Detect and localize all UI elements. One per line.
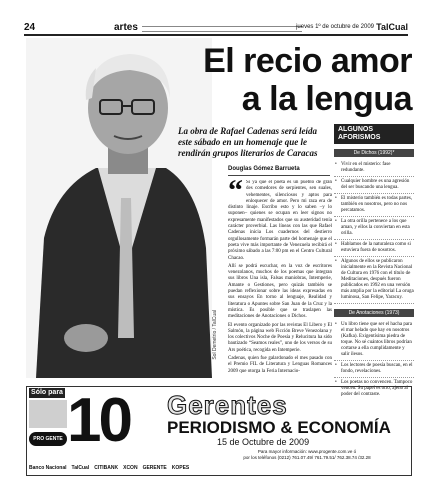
ad-date: 15 de Octubre de 2009 xyxy=(217,437,310,447)
list-item: • Un libro tiene que ser el hacha para el mar helado que hay en nosotros (Kafka). Exigentísima piedra de toque. No sé cuántos libros podrían cortarse a ella cumplidamente y salir ilesos. xyxy=(334,320,414,361)
list-item: • Cualquier hombre es una agresión del ser buscando una lengua. xyxy=(334,177,414,194)
aphorism-list xyxy=(334,157,414,304)
body-paragraph: Si ya que el poeta es un pueblo de gran des comedores de serpientes, sen suales, vehementes, silenciosos y aptos para enloquecer de amor. Pero mi raza era de distinto linaje. Escribo esto y lo saben –y lo suponen– quienes se ocupan en leer signos no expresamente manifestados que su austeridad tenía carácter proverbial. Las líneas con las que Rafael Cadenas inicia Los cuadernos del destierro orgullosamente formarán parte del homenaje que el poeta vive más importante de Venezuela recibirá el próximo sábado a las 7:00 pm en el Centro Cultural Chacao. xyxy=(228,180,332,261)
event-advertisement xyxy=(26,386,412,476)
opening-quote-mark: “ xyxy=(228,180,243,207)
ad-contact-info xyxy=(207,449,407,460)
sponsor-logo: Banco Nacional xyxy=(29,465,67,471)
photo-credit: Sol Demetrio / TalCual xyxy=(212,310,218,360)
body-paragraph: Cadenas, quien fue galardonado el mes pasado con el Premio FIL de Literatura y Lenguas Romances 2009 que otorga la Feria Internacio- xyxy=(228,356,332,374)
sponsor-logo: TalCual xyxy=(71,465,90,471)
publication-logo: TalCual xyxy=(376,22,408,32)
sidebar-subheading: De Dichos (1992)* xyxy=(334,149,414,157)
ad-photo xyxy=(29,400,67,428)
section-rule xyxy=(142,26,302,32)
title-line-1: El recio amor xyxy=(203,42,412,80)
sidebar-subheading: De Anotaciones (1973) xyxy=(334,309,414,317)
article-title xyxy=(150,42,412,118)
article-body xyxy=(228,180,332,398)
list-item: • Hablamos de la naturaleza como si estuviera fuera de nosotros. xyxy=(334,240,414,257)
byline: Douglas Gómez Barrueta xyxy=(228,166,300,172)
sponsor-logo: XCON xyxy=(123,465,138,471)
sponsor-logos xyxy=(29,461,269,475)
sponsor-logo: KOPES xyxy=(171,465,190,471)
byline-rule xyxy=(228,175,330,176)
ad-solo-para: Sólo para xyxy=(29,388,65,398)
list-item: • El misterio también es todas partes, también en nosotros, pero no nos percatamos. xyxy=(334,194,414,217)
page-number: 24 xyxy=(24,22,36,33)
list-item: • La otra orilla pertenece a los que aman, y ellos la conviertan en esta orilla. xyxy=(334,217,414,240)
ad-gerentes: Gerentes xyxy=(167,390,288,420)
ad-info-line: por los teléfonos (0212) 761.07.49/ 761.79.51/ 762.38.74 /32.28 xyxy=(243,454,371,460)
ad-number: 10 xyxy=(67,386,130,455)
sponsor-logo: CITIBANK xyxy=(94,465,119,471)
ad-headline: PERIODISMO & ECONOMÍA xyxy=(167,418,391,437)
article-lead: La obra de Rafael Cadenas será leída este sábado en un homenaje que le rendirán grupos literarios de Caracas xyxy=(178,126,318,158)
list-item: • Vivir en el misterio: fase redundante. xyxy=(334,160,414,177)
page-header xyxy=(24,22,408,36)
sponsor-logo: GERENTE xyxy=(142,465,167,471)
progente-logo: PRO GENTE xyxy=(29,432,67,446)
title-line-2: a la lengua xyxy=(241,80,412,118)
ad-info-line: Para mayor información: www.progente.com.ve ó xyxy=(257,449,357,454)
issue-date: jueves 1º de octubre de 2009 xyxy=(296,24,374,30)
aphorisms-sidebar xyxy=(334,124,414,398)
list-item: • Algunos de ellos se publicaron inicialmente en la Revista Nacional de Cultura en 1976 con el título de Meditaciones, después fueron publicados en 1992 en una versión más amplia por la editorial La oruga luminosa, San Felipe, Yaracuy. xyxy=(334,257,414,304)
body-paragraph: Allí se podrá escuchar, en la voz de escritores venezolanos, muchos de los poemas que integran sus libros Una isla, Falsas maniobras, Intemperie, Amante o Gestiones, pero quizás también se puedan reflexionar sobre las ideas expresadas en sus ensayos En torno al lenguaje, Realidad y literatura o Apuntes sobre San Juan de la Cruz y la mística. Es posible que se traslapen las meditaciones de Anotaciones o Dichos. xyxy=(228,263,332,320)
body-paragraph: El evento organizado por las revistas El Libero y El Salmón, la página web Ficción Breve Venezolana y los colectivos Noche de Poesía y Relucitura ha sido bautizado “Seamos reales”, uno de los versos de su Ars poética, recogida en Intemperie. xyxy=(228,322,332,353)
list-item: • Los poetas no convencen. Tampoco vencen. Su papel es otro, ajeno al poder del contraste. xyxy=(334,378,414,398)
section-name: artes xyxy=(114,22,138,33)
sidebar-heading: ALGUNOS AFORISMOS xyxy=(334,124,414,144)
list-item: • Los lectores de poesía buscan, en el fondo, revelaciones. xyxy=(334,361,414,378)
